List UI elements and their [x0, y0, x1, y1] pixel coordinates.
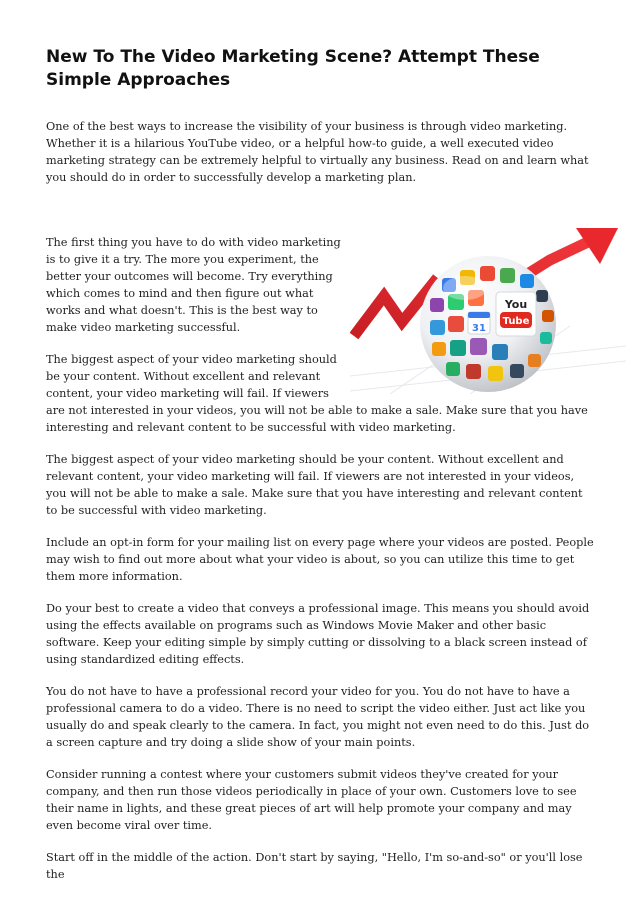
paragraph-intro: One of the best ways to increase the visibility of your business is through video marketing. Whether it is a hilarious YouTube video, or a helpful how-to guide, a well executed video marketing strategy can be extremely helpful to virtually any business. Read on and learn what you should do in order to successfully develop a marketing plan. [46, 120, 589, 184]
svg-text:31: 31 [472, 323, 486, 334]
svg-text:You: You [504, 298, 528, 311]
paragraph-contest: Consider running a contest where your customers submit videos they've created for your company, and then run those videos periodically in place of your own. Customers love to see their name in lights, and these great pieces of art will help promote your company and may even become viral over time. [46, 768, 577, 832]
social-media-sphere-image [350, 226, 626, 394]
article [46, 46, 594, 898]
paragraph-opt-in: Include an opt-in form for your mailing list on every page where your videos are posted. People may wish to find out more about what your video is about, so you can utilize this time to get them more information. [46, 536, 594, 583]
article-title: New To The Video Marketing Scene? Attempt These Simple Approaches [46, 47, 540, 90]
paragraph-no-professional: You do not have to have a professional record your video for you. You do not have to have a professional camera to do a video. There is no need to script the video either. Just act like you usually do and speak clearly to the camera. In fact, you might not even need to do this. Just do a screen capture and try doing a slide show of your main points. [46, 685, 590, 749]
youtube-logo-icon [496, 292, 536, 336]
svg-text:Tube: Tube [502, 316, 530, 327]
paragraph-professional-image: Do your best to create a video that conveys a professional image. This means you should avoid using the effects available on programs such as Windows Movie Maker and other basic software. Keep your editing simple by simply cutting or dissolving to a black screen instead of using standardized editing effects. [46, 602, 590, 666]
paragraph-experiment: The first thing you have to do with video marketing is to give it a try. The more you experiment, the better your outcomes will become. Try everything which comes to mind and then figure out what works and what doesn't. This is the best way to make video marketing successful. [46, 236, 341, 334]
paragraph-content: The biggest aspect of your video marketing should be your content. Without excellent and relevant content, your video marketing will fail. If viewers are not interested in your videos, you will not be able to make a sale. Make sure that you have interesting and relevant content to be successful with video marketing. [46, 353, 588, 434]
calendar-icon [468, 312, 490, 334]
paragraph-start-action: Start off in the middle of the action. Don't start by saying, "Hello, I'm so-and-so" or you'll lose the [46, 851, 583, 881]
paragraph-content-repeat: The biggest aspect of your video marketing should be your content. Without excellent and relevant content, your video marketing will fail. If viewers are not interested in your videos, you will not be able to make a sale. Make sure that you have interesting and relevant content to be successful with video marketing. [46, 453, 583, 517]
